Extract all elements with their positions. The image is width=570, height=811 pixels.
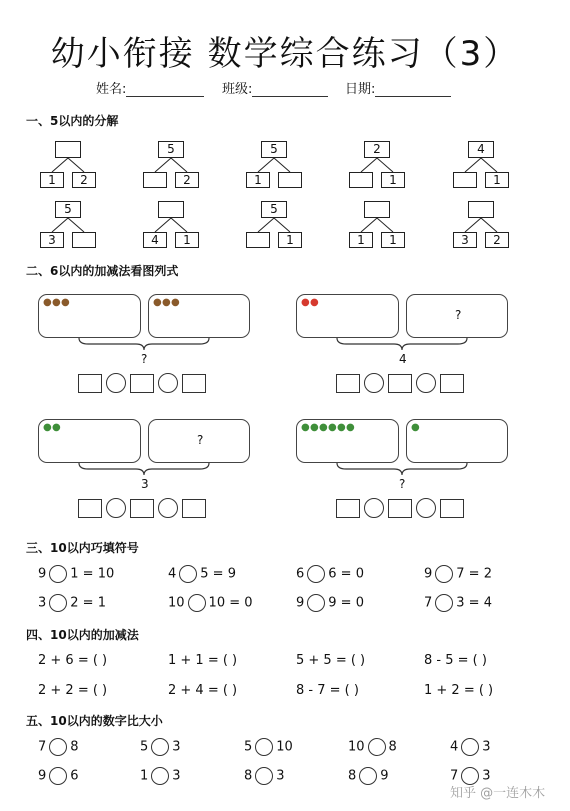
decomp-branch-lines xyxy=(244,158,304,172)
operator-circle[interactable] xyxy=(106,498,126,518)
brace-icon xyxy=(78,462,210,476)
decomp-left-box: 1 xyxy=(349,232,373,248)
answer-box[interactable] xyxy=(182,499,206,518)
name-field xyxy=(96,78,204,97)
compare-item xyxy=(348,738,397,756)
symbol-circle[interactable] xyxy=(179,565,197,583)
name-line[interactable] xyxy=(126,82,204,97)
turtle-icon: ● xyxy=(319,422,328,433)
compare-circle[interactable] xyxy=(255,738,273,756)
equation-left: 9 xyxy=(424,566,433,582)
question-mark: ? xyxy=(455,308,462,322)
decomp-branch-lines xyxy=(347,218,407,232)
answer-box[interactable] xyxy=(182,374,206,393)
equation-right: 1 = 10 xyxy=(70,566,115,582)
answer-box[interactable] xyxy=(78,374,102,393)
symbol-circle[interactable] xyxy=(307,594,325,612)
turtle-icon: ● xyxy=(411,422,420,433)
equation-left: 9 xyxy=(38,566,47,582)
symbol-circle[interactable] xyxy=(435,594,453,612)
arithmetic-problem[interactable]: 2 + 6 = ( ) xyxy=(38,653,108,668)
operator-circle[interactable] xyxy=(416,373,436,393)
decomp-right-box: 1 xyxy=(485,172,509,188)
answer-box[interactable] xyxy=(336,499,360,518)
class-label: 班级: xyxy=(222,82,253,97)
squirrel-icon: ● xyxy=(43,297,52,308)
answer-box[interactable] xyxy=(130,499,154,518)
decomp-branch-lines xyxy=(141,218,201,232)
operator-circle[interactable] xyxy=(416,498,436,518)
decomp-branch-lines xyxy=(244,218,304,232)
compare-left: 1 xyxy=(140,768,149,784)
arithmetic-problem[interactable]: 2 + 2 = ( ) xyxy=(38,683,108,698)
answer-box[interactable] xyxy=(388,499,412,518)
equation-right: 9 = 0 xyxy=(328,595,364,611)
picture-right-panel xyxy=(148,419,250,463)
equation-right: 5 = 9 xyxy=(200,566,236,582)
operator-circle[interactable] xyxy=(364,373,384,393)
decomp-left-box[interactable] xyxy=(143,172,167,188)
turtle-icon: ● xyxy=(337,422,346,433)
compare-item xyxy=(140,767,181,785)
turtle-icon: ● xyxy=(346,422,355,433)
decomp-right-box: 2 xyxy=(175,172,199,188)
compare-right: 8 xyxy=(70,739,79,755)
turtle-icon: ● xyxy=(52,422,61,433)
decomp-left-box[interactable] xyxy=(349,172,373,188)
decomp-left-box: 3 xyxy=(453,232,477,248)
turtle-icon: ● xyxy=(310,422,319,433)
compare-right: 6 xyxy=(70,768,79,784)
compare-item xyxy=(38,738,79,756)
equation-left: 4 xyxy=(168,566,177,582)
symbol-equation xyxy=(168,565,236,583)
equation-left: 10 xyxy=(168,595,185,611)
operator-circle[interactable] xyxy=(364,498,384,518)
decomp-top-box: 5 xyxy=(261,201,287,218)
page-title: 幼小衔接 数学综合练习（3） xyxy=(50,34,520,74)
compare-left: 8 xyxy=(244,768,253,784)
date-line[interactable] xyxy=(375,82,451,97)
equation-right: 6 = 0 xyxy=(328,566,364,582)
arithmetic-problem[interactable]: 8 - 5 = ( ) xyxy=(424,653,487,668)
compare-item xyxy=(244,738,293,756)
symbol-equation xyxy=(424,565,492,583)
compare-circle[interactable] xyxy=(49,738,67,756)
decomp-top-box: 5 xyxy=(261,141,287,158)
symbol-equation xyxy=(168,594,253,612)
section-4-heading: 四、10以内的加减法 xyxy=(26,628,139,642)
date-field xyxy=(345,78,451,97)
class-field xyxy=(222,78,328,97)
equation-left: 7 xyxy=(424,595,433,611)
equation-left: 3 xyxy=(38,595,47,611)
answer-box[interactable] xyxy=(440,499,464,518)
picture-right-panel xyxy=(406,419,508,463)
picture-left-panel xyxy=(38,419,141,463)
symbol-equation xyxy=(296,565,364,583)
answer-box[interactable] xyxy=(78,499,102,518)
compare-circle[interactable] xyxy=(151,738,169,756)
decomp-right-box: 2 xyxy=(485,232,509,248)
symbol-equation xyxy=(38,565,114,583)
picture-left-panel xyxy=(296,294,399,338)
compare-item xyxy=(38,767,79,785)
equation-right: 7 = 2 xyxy=(456,566,492,582)
symbol-circle[interactable] xyxy=(49,594,67,612)
brace-icon xyxy=(336,337,468,351)
decomp-top-box[interactable] xyxy=(468,201,494,218)
compare-left: 5 xyxy=(140,739,149,755)
decomp-right-box: 2 xyxy=(72,172,96,188)
compare-left: 4 xyxy=(450,739,459,755)
decomp-left-box: 4 xyxy=(143,232,167,248)
compare-circle[interactable] xyxy=(359,767,377,785)
compare-right: 8 xyxy=(388,739,397,755)
answer-box[interactable] xyxy=(388,374,412,393)
arithmetic-problem[interactable]: 8 - 7 = ( ) xyxy=(296,683,359,698)
symbol-equation xyxy=(38,594,106,612)
picture-right-panel xyxy=(406,294,508,338)
compare-left: 9 xyxy=(38,768,47,784)
decomp-top-box[interactable] xyxy=(158,201,184,218)
total-label: 4 xyxy=(399,352,407,366)
decomp-left-box: 1 xyxy=(40,172,64,188)
compare-item xyxy=(140,738,181,756)
compare-circle[interactable] xyxy=(368,738,386,756)
decomp-right-box: 1 xyxy=(381,172,405,188)
name-label: 姓名: xyxy=(96,82,127,97)
decomp-left-box[interactable] xyxy=(453,172,477,188)
squirrel-icon: ● xyxy=(153,297,162,308)
total-label: ? xyxy=(141,352,148,366)
arithmetic-problem[interactable]: 1 + 1 = ( ) xyxy=(168,653,238,668)
symbol-circle[interactable] xyxy=(307,565,325,583)
date-label: 日期: xyxy=(345,82,376,97)
answer-box[interactable] xyxy=(130,374,154,393)
compare-left: 10 xyxy=(348,739,365,755)
section-2-heading: 二、6以内的加减法看图列式 xyxy=(26,264,179,278)
arithmetic-problem[interactable]: 1 + 2 = ( ) xyxy=(424,683,494,698)
equation-left: 9 xyxy=(296,595,305,611)
compare-left: 8 xyxy=(348,768,357,784)
arithmetic-problem[interactable]: 5 + 5 = ( ) xyxy=(296,653,366,668)
decomp-right-box[interactable] xyxy=(278,172,302,188)
decomp-branch-lines xyxy=(451,158,511,172)
symbol-equation xyxy=(296,594,364,612)
decomp-branch-lines xyxy=(38,218,98,232)
decomp-top-box: 4 xyxy=(468,141,494,158)
compare-right: 3 xyxy=(172,739,181,755)
strawberry-icon: ● xyxy=(310,297,319,308)
total-label: 3 xyxy=(141,477,149,491)
decomp-right-box: 1 xyxy=(381,232,405,248)
decomp-branch-lines xyxy=(451,218,511,232)
compare-circle[interactable] xyxy=(461,738,479,756)
squirrel-icon: ● xyxy=(52,297,61,308)
operator-circle[interactable] xyxy=(158,373,178,393)
answer-box[interactable] xyxy=(440,374,464,393)
picture-right-panel xyxy=(148,294,250,338)
decomp-left-box[interactable] xyxy=(246,232,270,248)
total-label: ? xyxy=(399,477,406,491)
decomp-top-box[interactable] xyxy=(55,141,81,158)
section-3-heading: 三、10以内巧填符号 xyxy=(26,541,139,555)
decomp-left-box: 3 xyxy=(40,232,64,248)
compare-left: 7 xyxy=(38,739,47,755)
symbol-circle[interactable] xyxy=(188,594,206,612)
compare-left: 7 xyxy=(450,768,459,784)
equation-right: 3 = 4 xyxy=(456,595,492,611)
section-1-heading: 一、5以内的分解 xyxy=(26,114,119,128)
decomp-branch-lines xyxy=(347,158,407,172)
decomp-top-box: 2 xyxy=(364,141,390,158)
compare-right: 10 xyxy=(276,739,293,755)
equation-left: 6 xyxy=(296,566,305,582)
operator-circle[interactable] xyxy=(158,498,178,518)
operator-circle[interactable] xyxy=(106,373,126,393)
decomp-right-box: 1 xyxy=(175,232,199,248)
compare-right: 3 xyxy=(482,739,491,755)
equation-right: 10 = 0 xyxy=(208,595,253,611)
decomp-branch-lines xyxy=(141,158,201,172)
watermark: 知乎 @一连木木 xyxy=(450,786,546,801)
decomp-right-box: 1 xyxy=(278,232,302,248)
squirrel-icon: ● xyxy=(171,297,180,308)
squirrel-icon: ● xyxy=(162,297,171,308)
question-mark: ? xyxy=(197,433,204,447)
compare-right: 9 xyxy=(380,768,389,784)
strawberry-icon: ● xyxy=(301,297,310,308)
turtle-icon: ● xyxy=(328,422,337,433)
decomp-top-box: 5 xyxy=(55,201,81,218)
compare-right: 3 xyxy=(276,768,285,784)
compare-right: 3 xyxy=(172,768,181,784)
class-line[interactable] xyxy=(252,82,328,97)
arithmetic-problem[interactable]: 2 + 4 = ( ) xyxy=(168,683,238,698)
compare-circle[interactable] xyxy=(255,767,273,785)
turtle-icon: ● xyxy=(43,422,52,433)
compare-right: 3 xyxy=(482,768,491,784)
answer-box[interactable] xyxy=(336,374,360,393)
section-5-heading: 五、10以内的数字比大小 xyxy=(26,714,163,728)
picture-left-panel xyxy=(296,419,399,463)
brace-icon xyxy=(78,337,210,351)
decomp-branch-lines xyxy=(38,158,98,172)
decomp-left-box: 1 xyxy=(246,172,270,188)
compare-item xyxy=(348,767,389,785)
compare-item xyxy=(450,738,491,756)
turtle-icon: ● xyxy=(301,422,310,433)
picture-left-panel xyxy=(38,294,141,338)
compare-circle[interactable] xyxy=(49,767,67,785)
squirrel-icon: ● xyxy=(61,297,70,308)
symbol-circle[interactable] xyxy=(435,565,453,583)
brace-icon xyxy=(336,462,468,476)
decomp-top-box: 5 xyxy=(158,141,184,158)
symbol-circle[interactable] xyxy=(49,565,67,583)
compare-left: 5 xyxy=(244,739,253,755)
equation-right: 2 = 1 xyxy=(70,595,106,611)
decomp-right-box[interactable] xyxy=(72,232,96,248)
compare-circle[interactable] xyxy=(151,767,169,785)
symbol-equation xyxy=(424,594,492,612)
decomp-top-box[interactable] xyxy=(364,201,390,218)
compare-item xyxy=(244,767,285,785)
